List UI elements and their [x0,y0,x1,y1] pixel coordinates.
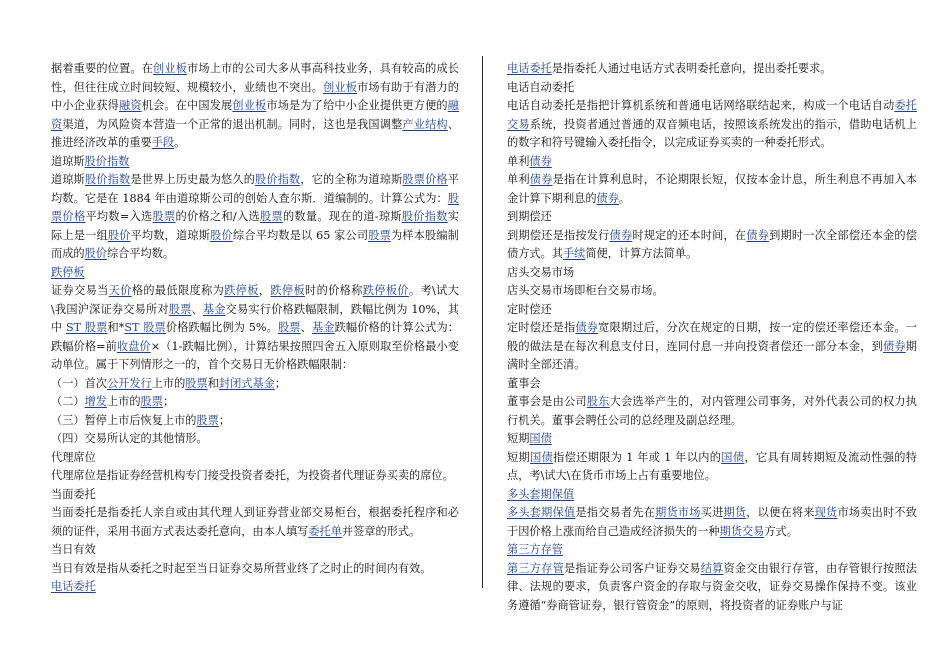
term-link[interactable]: 委托交易 [507,99,917,131]
term-link[interactable]: ST 股票 [66,321,108,334]
term-heading: 到期偿还 [507,210,552,223]
term-heading [507,541,917,560]
paragraph: （三）暂停上市后恢复上市的股票； [51,413,231,427]
term-link[interactable]: 股价指数 [84,154,130,168]
term-link[interactable]: 增发 [84,395,107,408]
term-link[interactable]: 债券 [596,191,619,205]
term-link[interactable]: 股票 [185,376,208,390]
paragraph: 当面委托是指委托人亲自或由其代理人到证券营业部交易柜台，根据委托程序和必须的证件，采用书面方式表达委托意向，由本人填写委托单并签章的形式。 [51,506,459,538]
term-link[interactable]: 股价指数 [401,210,448,223]
paragraph: 当日有效是指从委托之时起至当日证券交易所营业终了之时止的时间内有效。 [51,561,432,575]
term-link[interactable]: 股票价格 [402,173,448,186]
term-link[interactable]: 股价指数 [255,173,301,186]
term-link[interactable]: 国债 [529,432,552,445]
term-link[interactable]: 债券 [529,173,553,186]
term-heading: 单利债券 [507,154,552,168]
term-link[interactable]: 现货 [814,506,838,519]
paragraph: （二）增发上市的股票； [51,395,175,408]
paragraph: 据着重要的位置。在创业板市场上市的公司大多从事高科技业务，具有较高的成长性，但往往成立时间较短、规模较小，业绩也不突出。创业板市场有助于有潜力的中小企业获得融资机会。在中国发展创业板市场是为了给中小企业提供更方便的融资渠道，为风险资本营造一个正常的退出机制。同时，这也是我国调整产业结构、推进经济改革的重要手段。 [51,62,459,149]
term-link[interactable]: 创业板 [323,80,358,94]
term-heading: 短期国债 [507,432,552,445]
term-link[interactable]: 股价 [210,228,233,242]
paragraph: 定时偿还是指债券宽限期过后，分次在规定的日期，按一定的偿还率偿还本金。一般的做法是在每次利息支付日，连同付息一并向投资者偿还一部分本金，到债券期满时全部还清。 [507,321,917,371]
term-link[interactable]: 产业结构 [402,117,448,131]
term-link[interactable]: 跌停板 [51,265,85,279]
term-heading: 当日有效 [51,543,96,556]
term-link[interactable]: 债券 [609,228,633,242]
term-link[interactable]: 股东 [586,395,610,408]
term-link[interactable]: 国债 [530,450,554,464]
term-link[interactable]: 股价 [107,228,131,242]
term-link[interactable]: 期货市场 [655,506,701,519]
term-link[interactable]: 多头套期保值 [507,487,575,501]
term-link[interactable]: 债券 [882,339,906,353]
term-link[interactable]: 股票 [168,302,192,316]
term-heading: 店头交易市场 [507,265,575,279]
paragraph: （四）交易所认定的其他情形。 [51,432,208,445]
term-link[interactable]: 股票 [368,228,391,242]
term-link[interactable]: ST 股票 [124,321,166,334]
term-heading [51,578,459,597]
paragraph: 单利债券是指在计算利息时，不论期限长短，仅按本金计息，所生利息不再加入本金计算下期利息的债券。 [507,173,917,205]
paragraph: 代理席位是指证券经营机构专门接受投资者委托，为投资者代理证券买卖的席位。 [51,469,454,482]
paragraph: 电话委托是指委托人通过电话方式表明委托意向，提出委托要求。 [507,62,832,75]
term-link[interactable]: 债券 [575,321,599,334]
term-link[interactable]: 结算 [700,561,724,575]
term-heading [507,486,917,505]
term-link[interactable]: 电话委托 [507,62,552,75]
term-heading [51,264,459,283]
term-link[interactable]: 股票 [152,210,176,223]
paragraph: 道琼斯股价指数是世界上历史最为悠久的股价指数，它的全称为道琼斯股票价格平均数。它是在 1884 年由道琼斯公司的创始人查尔斯．道编制的。计算公式为：股票价格平均数=入选股票的价格之和/入选股票的数量。现在的道-琼斯股价指数实际上是一组股价平均数，道琼斯股价综合平均数是以 65 家公司股票为样本股编制而成的股价综合平均数。 [51,173,459,260]
term-link[interactable]: 收盘价 [116,339,151,353]
term-link[interactable]: 天价 [108,284,132,297]
right-column [507,60,917,615]
paragraph: 到期偿还是指按发行债券时规定的还本时间，在债券到期时一次全部偿还本金的偿债方式。其手续简便，计算方法简单。 [507,228,917,260]
term-link[interactable]: 股价指数 [85,173,131,186]
term-link[interactable]: 委托单 [308,524,342,538]
term-heading: 董事会 [507,376,541,390]
term-link[interactable]: 国债 [721,450,745,464]
paragraph: 证券交易当天价格的最低限度称为跌停板，跌停板时的价格称跌停板价。考\试大\我国沪深证券交易所对股票、基金交易实行价格跌幅限制，跌幅比例为 10%，其中 ST 股票和*ST 股票价格跌幅比例为 5%。股票、基金跌幅价格的计算公式为：跌幅价格=前收盘价×（1-跌幅比例），计算结果按照四舍五入原则取至价格最小变动单位。属于下列情形之一的，首个交易日无价格跌幅限制： [51,284,459,371]
term-link[interactable]: 创业板 [153,62,188,75]
paragraph: 店头交易市场即柜台交易市场。 [507,284,664,297]
term-link[interactable]: 电话委托 [51,580,96,593]
term-link[interactable]: 期货 [723,506,747,519]
term-link[interactable]: 股票 [196,413,219,427]
term-link[interactable]: 公开发行 [106,376,152,390]
paragraph: （一）首次公开发行上市的股票和封闭式基金； [51,376,287,390]
term-link[interactable]: 股价 [84,247,107,260]
term-heading: 电话自动委托 [507,80,575,94]
term-link[interactable]: 债券 [529,154,552,168]
paragraph: 多头套期保值是指交易者先在期货市场买进期货，以便在将来现货市场卖出时不致于因价格上涨而给自己造成经济损失的一种期货交易方式。 [507,506,917,538]
term-link[interactable]: 股票价格 [51,191,459,223]
term-link[interactable]: 基金 [311,321,335,334]
paragraph: 第三方存管是指证券公司客户证券交易结算资金交由银行存管，由存管银行按照法律、法规的要求，负责客户资金的存取与资金交收，证券交易操作保持不变。该业务遵循“券商管证券，银行管资金”的原则，将投资者的证券账户与证 [507,561,917,612]
term-link[interactable]: 第三方存管 [507,561,564,575]
term-link[interactable]: 股票 [140,395,163,408]
term-link[interactable]: 跌停板价 [362,284,409,297]
term-link[interactable]: 融资 [119,99,142,112]
left-column [51,60,459,597]
term-link[interactable]: 封闭式基金 [218,376,275,390]
term-link[interactable]: 手续 [562,247,586,260]
paragraph: 电话自动委托是指把计算机系统和普通电话网络联结起来，构成一个电话自动委托交易系统，投资者通过普通的双音频电话，按照该系统发出的指示，借助电话机上的数字和符号键输入委托指令，以完成证券买卖的一种委托形式。 [507,99,917,149]
term-link[interactable]: 债券 [746,228,770,242]
term-link[interactable]: 手段 [151,136,175,149]
term-heading: 当面委托 [51,487,96,501]
term-link[interactable]: 基金 [202,302,226,316]
term-link[interactable]: 股票 [259,210,283,223]
term-link[interactable]: 跌停板 [270,284,306,297]
paragraph: 董事会是由公司股东大会选举产生的，对内管理公司事务，对外代表公司的权力执行机关。董事会聘任公司的总经理及副总经理。 [507,395,917,427]
term-link[interactable]: 跌停板 [224,284,259,297]
term-link[interactable]: 多头套期保值 [507,506,576,519]
term-link[interactable]: 第三方存管 [507,543,563,556]
term-link[interactable]: 融资 [51,99,459,131]
term-link[interactable]: 股票 [277,321,301,334]
term-heading: 定时偿还 [507,302,552,316]
term-link[interactable]: 期货交易 [719,524,765,538]
term-link[interactable]: 创业板 [232,99,267,112]
term-heading: 代理席位 [51,450,96,464]
column-divider [482,56,483,588]
paragraph: 短期国债指偿还期限为 1 年或 1 年以内的国债，它具有周转期短及流动性强的特点，考\试大\在货币市场上占有重要地位。 [507,450,917,482]
term-heading: 道琼斯股价指数 [51,154,130,168]
